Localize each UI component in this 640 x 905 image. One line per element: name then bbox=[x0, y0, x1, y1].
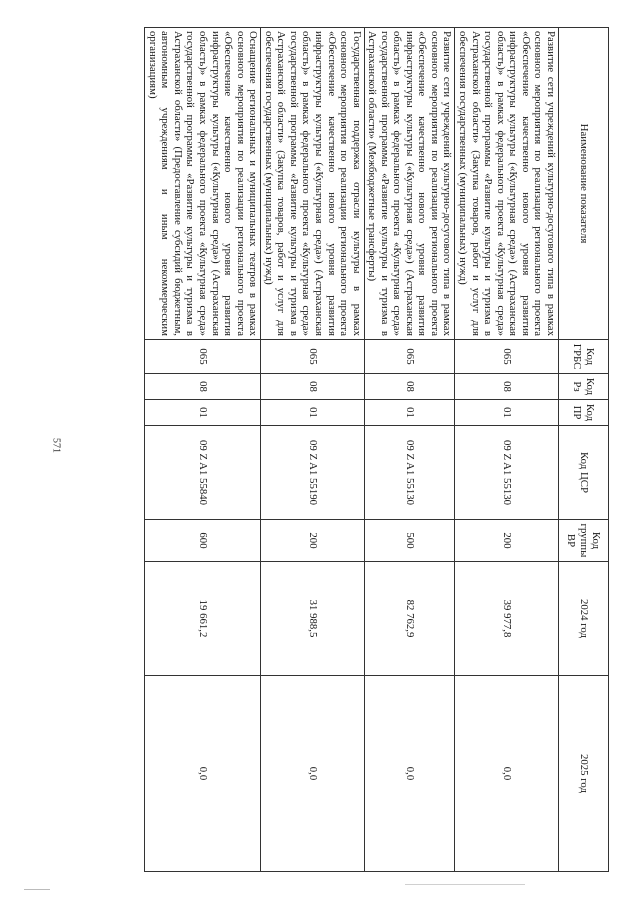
row-2024: 39 977,8 bbox=[455, 562, 559, 676]
row-grbs: 065 bbox=[455, 340, 559, 374]
row-csr: 09 Z A1 55190 bbox=[261, 426, 365, 520]
row-2025: 0,0 bbox=[261, 676, 365, 872]
header-row bbox=[559, 28, 609, 872]
scan-artifact bbox=[24, 889, 50, 890]
row-grbs: 065 bbox=[364, 340, 455, 374]
header-vr: Код группы ВР bbox=[559, 520, 609, 562]
row-2025: 0,0 bbox=[455, 676, 559, 872]
header-grbs: Код ГРБС bbox=[559, 340, 609, 374]
table-row bbox=[364, 28, 455, 872]
row-csr: 09 Z A1 55840 bbox=[145, 426, 261, 520]
row-name: Оснащение региональных и муниципальных театров в рамках основного мероприятия по реализации регионального проекта «Обеспечение качественно нового уровня развития инфраструктуры культуры («Культурная среда») (Астраханская область)» в рамках федерального проекта «Культурная среда» государственной программы «Развитие культуры и туризма в Астраханской области» (Предоставление субсидий бюджетным, автономным учреждениям и иным некоммерческим организациям) bbox=[145, 28, 261, 340]
header-name: Наименование показателя bbox=[559, 28, 609, 340]
row-vr: 600 bbox=[145, 520, 261, 562]
row-rz: 08 bbox=[455, 374, 559, 400]
row-rz: 08 bbox=[364, 374, 455, 400]
row-grbs: 065 bbox=[145, 340, 261, 374]
header-2025: 2025 год bbox=[559, 676, 609, 872]
row-vr: 200 bbox=[261, 520, 365, 562]
row-csr: 09 Z A1 55130 bbox=[364, 426, 455, 520]
table-container bbox=[144, 27, 609, 871]
row-pr: 01 bbox=[364, 400, 455, 426]
row-2025: 0,0 bbox=[145, 676, 261, 872]
row-2024: 31 988,5 bbox=[261, 562, 365, 676]
row-pr: 01 bbox=[145, 400, 261, 426]
header-pr: Код ПР bbox=[559, 400, 609, 426]
table-row bbox=[261, 28, 365, 872]
table-row bbox=[145, 28, 261, 872]
row-name: Развитие сети учреждений культурно-досугового типа в рамках основного мероприятия по реализации регионального проекта «Обеспечение качественно нового уровня развития инфраструктуры культуры («Культурная среда») (Астраханская область)» в рамках федерального проекта «Культурная среда» государственной программы «Развитие культуры и туризма в Астраханской области» (Закупка товаров, работ и услуг для обеспечения государственных (муниципальных) нужд) bbox=[455, 28, 559, 340]
row-csr: 09 Z A1 55130 bbox=[455, 426, 559, 520]
header-rz: Код Рз bbox=[559, 374, 609, 400]
row-2025: 0,0 bbox=[364, 676, 455, 872]
header-csr: Код ЦСР bbox=[559, 426, 609, 520]
row-pr: 01 bbox=[261, 400, 365, 426]
row-name: Государственная поддержка отрасли культуры в рамках основного мероприятия по реализации регионального проекта «Обеспечение качественно нового уровня развития инфраструктуры культуры («Культурная среда») (Астраханская область)» в рамках федерального проекта «Культурная среда» государственной программы «Развитие культуры и туризма в Астраханской области» (Закупка товаров, работ и услуг для обеспечения государственных (муниципальных) нужд) bbox=[261, 28, 365, 340]
row-2024: 19 661,2 bbox=[145, 562, 261, 676]
row-grbs: 065 bbox=[261, 340, 365, 374]
row-name: Развитие сети учреждений культурно-досугового типа в рамках основного мероприятия по реализации регионального проекта «Обеспечение качественно нового уровня развития инфраструктуры культуры («Культурная среда») (Астраханская область)» в рамках федерального проекта «Культурная среда» государственной программы «Развитие культуры и туризма в Астраханской области» (Межбюджетные трансферты) bbox=[364, 28, 455, 340]
row-pr: 01 bbox=[455, 400, 559, 426]
row-2024: 82 762,9 bbox=[364, 562, 455, 676]
page-number: 571 bbox=[50, 438, 62, 453]
header-2024: 2024 год bbox=[559, 562, 609, 676]
row-rz: 08 bbox=[261, 374, 365, 400]
budget-table bbox=[144, 27, 609, 872]
row-rz: 08 bbox=[145, 374, 261, 400]
scan-artifact bbox=[405, 884, 525, 885]
table-row bbox=[455, 28, 559, 872]
row-vr: 200 bbox=[455, 520, 559, 562]
row-vr: 500 bbox=[364, 520, 455, 562]
